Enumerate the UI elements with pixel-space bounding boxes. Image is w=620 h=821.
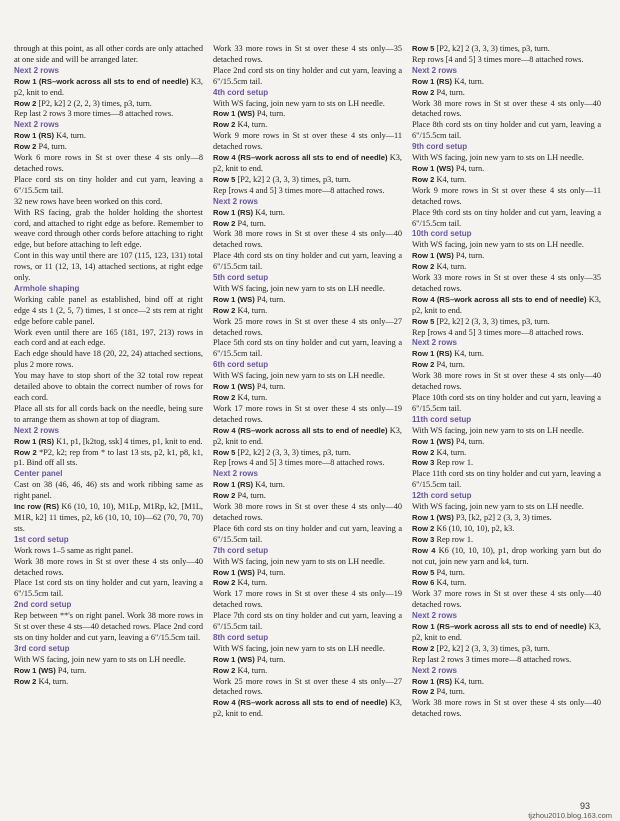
instruction-text: Work 17 more rows in St st over these 4 sts only—19 detached rows.: [213, 589, 402, 610]
instruction-text: Rep [rows 4 and 5] 3 times more—8 attached rows.: [412, 327, 584, 337]
section-heading: 7th cord setup: [213, 545, 269, 555]
instruction-text: Work 9 more rows in St st over these 4 sts only—11 detached rows.: [412, 185, 601, 206]
instruction-text: Work rows 1–5 same as right panel.: [14, 545, 133, 555]
instruction-text: Place cord sts on tiny holder and cut yarn, leaving a 6"/15.5cm tail.: [14, 174, 203, 195]
row-label: Row 1 (WS): [412, 512, 454, 522]
instruction-text: Rep [rows 4 and 5] 3 times more—8 attached rows.: [213, 458, 385, 468]
row-instruction: K4, turn.: [434, 262, 467, 272]
pattern-row: [213, 480, 402, 491]
row-instruction: K3, p2, knit to end.: [14, 76, 203, 97]
row-instruction: K1, p1, [k2tog, ssk] 4 times, p1, knit to end.: [54, 436, 203, 446]
instruction-text: Place all sts for all cords back on the needle, being sure to arrange them as shown at top of diagram.: [14, 403, 203, 424]
row-instruction: P4, turn.: [434, 567, 465, 577]
row-instruction: K4, turn.: [434, 174, 467, 184]
instruction-text: Place 11th cord sts on tiny holder and cut yarn, leaving a 6"/15.5cm tail.: [412, 469, 601, 490]
section-heading: Next 2 rows: [412, 611, 457, 621]
pattern-row: [412, 164, 601, 175]
row-instruction: P4, turn.: [453, 163, 485, 173]
pattern-row: [412, 622, 601, 644]
row-label: Row 2: [213, 393, 236, 402]
row-label: Row 1 (RS): [412, 676, 453, 686]
row-label: Row 2: [412, 87, 435, 97]
pattern-row: [412, 295, 601, 317]
instruction-text: Work 17 more rows in St st over these 4 sts only—19 detached rows.: [213, 403, 402, 424]
row-label: Inc row (RS): [14, 502, 59, 512]
row-instruction: P4, turn.: [434, 687, 465, 697]
instruction-text: Work 33 more rows in St st over these 4 sts only—35 detached rows.: [412, 273, 601, 293]
pattern-row: [14, 502, 203, 535]
section-heading: Next 2 rows: [412, 338, 457, 348]
instruction-text: Rep last 2 rows 3 times more—8 attached rows.: [412, 654, 572, 664]
row-instruction: K4, turn.: [235, 305, 268, 315]
row-instruction: K4, turn.: [235, 665, 268, 675]
pattern-row: [412, 175, 601, 186]
section-heading: 3rd cord setup: [14, 643, 70, 653]
row-instruction: K4, turn.: [235, 393, 268, 402]
row-instruction: K3, p2, knit to end.: [213, 425, 402, 446]
row-instruction: Rep row 1.: [434, 534, 474, 544]
row-instruction: K4, turn.: [434, 447, 467, 457]
pattern-row: [412, 317, 601, 328]
instruction-text: Work 38 more rows in St st over these 4 sts only—40 detached rows.: [412, 371, 601, 392]
pattern-row: [213, 426, 402, 448]
row-instruction: K4, turn.: [452, 676, 484, 686]
section-heading: 6th cord setup: [213, 360, 269, 370]
pattern-row: [213, 448, 402, 459]
row-instruction: K3, p2, knit to end.: [213, 698, 402, 719]
pattern-row: [213, 655, 402, 666]
pattern-row: [412, 535, 601, 546]
instruction-text: Cast on 38 (46, 46, 46) sts and work ribbing same as right panel.: [14, 480, 203, 501]
section-heading: Next 2 rows: [14, 425, 59, 435]
pattern-row: [14, 666, 203, 677]
instruction-text: Work 38 more rows in St st over these 4 sts only—40 detached rows.: [412, 698, 601, 719]
pattern-row: [213, 568, 402, 579]
row-label: Row 2: [14, 676, 37, 686]
row-label: Row 2: [213, 120, 236, 130]
row-instruction: P4, turn.: [434, 360, 465, 370]
row-label: Row 1 (RS): [412, 349, 453, 359]
pattern-row: [14, 99, 203, 110]
row-instruction: P4, turn.: [254, 654, 286, 664]
row-label: Row 1 (RS): [14, 436, 55, 446]
pattern-row: [213, 491, 402, 502]
instruction-text: With WS facing, join new yarn to sts on LH needle.: [412, 153, 584, 163]
watermark: tjzhou2010.blog.163.com: [528, 811, 612, 820]
section-heading: 10th cord setup: [412, 229, 472, 239]
section-heading: 9th cord setup: [412, 142, 468, 152]
row-label: Row 2: [412, 687, 435, 697]
row-instruction: K3, p2, knit to end.: [412, 294, 601, 315]
row-instruction: K4, turn.: [253, 207, 285, 217]
row-label: Row 2: [14, 447, 37, 457]
row-label: Row 2: [412, 174, 435, 184]
instruction-text: Each edge should have 18 (20, 22, 24) attached sections, plus 2 more rows.: [14, 349, 203, 370]
section-heading: 8th cord setup: [213, 632, 269, 642]
row-label: Row 1 (RS): [14, 131, 55, 141]
pattern-row: [412, 360, 601, 371]
row-instruction: P4, turn.: [55, 665, 87, 675]
instruction-text: With WS facing, join new yarn to sts on LH needle.: [213, 643, 385, 653]
column-1: [14, 44, 203, 784]
row-instruction: K4, turn.: [54, 131, 86, 141]
row-label: Row 1 (RS): [412, 76, 453, 86]
section-heading: Next 2 rows: [213, 196, 258, 206]
pattern-row: [213, 393, 402, 404]
row-instruction: P4, turn.: [434, 87, 465, 97]
instruction-text: Place 4th cord sts on tiny holder and cut yarn, leaving a 6"/15.5cm tail.: [213, 251, 402, 272]
instruction-text: Work 25 more rows in St st over these 4 sts only—27 detached rows.: [213, 316, 402, 337]
pattern-row: [213, 382, 402, 393]
row-label: Row 2: [213, 218, 236, 228]
row-instruction: P4, turn.: [254, 567, 286, 577]
row-label: Row 1 (WS): [213, 654, 255, 664]
instruction-text: With WS facing, join new yarn to sts on LH needle.: [213, 283, 385, 293]
row-instruction: P4, turn.: [235, 491, 266, 501]
instruction-text: With WS facing, join new yarn to sts on LH needle.: [213, 556, 385, 566]
pattern-row: [14, 437, 203, 448]
row-instruction: K3, p2, knit to end.: [412, 622, 601, 642]
row-instruction: K4, turn.: [36, 676, 69, 686]
row-instruction: [P2, k2] 2 (3, 3, 3) times, p3, turn.: [235, 174, 351, 184]
row-instruction: K4, turn.: [452, 349, 484, 359]
row-label: Row 2: [213, 578, 236, 588]
instruction-text: Work 38 more rows in St st over these 4 sts only—40 detached rows.: [213, 502, 402, 522]
instruction-text: With WS facing, join new yarn to sts on LH needle.: [412, 425, 584, 435]
instruction-text: Place 9th cord sts on tiny holder and cut yarn, leaving a 6"/15.5cm tail.: [412, 207, 601, 228]
row-label: Row 1 (WS): [213, 382, 255, 392]
row-label: Row 4: [412, 545, 436, 555]
instruction-text: Rep between **'s on right panel. Work 38 more rows in St st over these 4 sts—40 detached rows. Place 2nd cord sts on tiny holder and cut yarn, leaving a 6"/15.5cm tail.: [14, 611, 203, 642]
pattern-row: [213, 208, 402, 219]
pattern-page: [14, 44, 610, 784]
instruction-text: With RS facing, grab the holder holding the shortest cord, and attached to right edge as before. Remember to weave cord through other cords before attaching to right edge, but before attaching to left edge.: [14, 207, 203, 250]
pattern-row: [412, 458, 601, 469]
row-label: Row 2: [412, 643, 435, 653]
row-label: Row 1 (WS): [412, 163, 454, 173]
instruction-text: Rep rows [4 and 5] 3 times more—8 attached rows.: [412, 54, 584, 64]
pattern-row: [412, 88, 601, 99]
pattern-row: [213, 306, 402, 317]
row-instruction: [P2, k2] 2 (3, 3, 3) times, p3, turn.: [434, 44, 550, 53]
pattern-row: [412, 687, 601, 698]
pattern-row: [14, 448, 203, 470]
pattern-row: [412, 644, 601, 655]
instruction-text: You may have to stop short of the 32 total row repeat detailed above to obtain the correct number of rows for each cord.: [14, 371, 203, 402]
instruction-text: Work 38 more rows in St st over these 4 sts only—40 detached rows.: [213, 229, 402, 250]
instruction-text: Work 37 more rows in St st over these 4 sts only—40 detached rows.: [412, 589, 601, 610]
instruction-text: Work 9 more rows in St st over these 4 sts only—11 detached rows.: [213, 131, 402, 152]
row-instruction: *P2, k2; rep from * to last 13 sts, p2, k1, p8, k1, p1. Bind off all sts.: [14, 447, 203, 468]
pattern-row: [14, 677, 203, 688]
section-heading: 12th cord setup: [412, 491, 472, 501]
instruction-text: Work 38 more rows in St st over these 4 sts only—40 detached rows.: [412, 98, 601, 119]
row-label: Row 2: [213, 665, 236, 675]
instruction-text: Work even until there are 165 (181, 197, 213) rows in each cord and at each edge.: [14, 327, 203, 348]
row-instruction: K6 (10, 10, 10), M1Lp, M1Rp, k2, [M1L, M1R, k2] 11 times, p2, k6 (10, 10, 10)—62 (70, 70, 70) sts.: [14, 502, 203, 533]
instruction-text: With WS facing, join new yarn to sts on LH needle.: [412, 240, 584, 250]
pattern-row: [213, 578, 402, 589]
row-label: Row 1 (RS–work across all sts to end of needle): [412, 622, 587, 632]
instruction-text: Place 5th cord sts on tiny holder and cut yarn, leaving a 6"/15.5cm tail.: [213, 338, 402, 359]
row-instruction: K6 (10, 10, 10), p1, drop working yarn but do not cut, join new yarn and k4, turn.: [412, 545, 601, 566]
row-label: Row 4 (RS–work across all sts to end of needle): [213, 425, 388, 435]
row-instruction: K4, turn.: [235, 120, 268, 130]
pattern-row: [213, 295, 402, 306]
row-label: Row 2: [412, 360, 435, 370]
pattern-row: [412, 677, 601, 688]
pattern-row: [213, 219, 402, 230]
row-label: Row 5: [412, 316, 435, 326]
row-label: Row 4 (RS–work across all sts to end of needle): [213, 153, 388, 163]
instruction-text: Place 2nd cord sts on tiny holder and cut yarn, leaving a 6"/15.5cm tail.: [213, 65, 402, 86]
section-heading: Center panel: [14, 469, 63, 479]
pattern-row: [213, 175, 402, 186]
row-label: Row 5: [412, 567, 435, 577]
column-3: [412, 44, 601, 784]
row-instruction: P4, turn.: [235, 218, 266, 228]
instruction-text: Place 10th cord sts on tiny holder and cut yarn, leaving a 6"/15.5cm tail.: [412, 393, 601, 413]
instruction-text: Work 6 more rows in St st over these 4 sts only—8 detached rows.: [14, 153, 203, 173]
page-number: 93: [579, 801, 590, 811]
row-label: Row 1 (RS): [213, 480, 254, 490]
row-instruction: P4, turn.: [254, 109, 286, 119]
pattern-row: [412, 251, 601, 262]
row-label: Row 2: [412, 523, 435, 533]
pattern-row: [14, 77, 203, 99]
instruction-text: With WS facing, join new yarn to sts on LH needle.: [213, 98, 385, 108]
instruction-text: Work 25 more rows in St st over these 4 sts only—27 detached rows.: [213, 676, 402, 697]
pattern-row: [213, 120, 402, 131]
section-heading: 4th cord setup: [213, 87, 269, 97]
row-label: Row 1 (WS): [412, 251, 454, 261]
row-label: Row 1 (RS): [213, 207, 254, 217]
pattern-row: [412, 578, 601, 589]
section-heading: 2nd cord setup: [14, 600, 72, 610]
instruction-text: Place 1st cord sts on tiny holder and cut yarn, leaving a 6"/15.5cm tail.: [14, 578, 203, 599]
row-instruction: K4, turn.: [434, 578, 467, 588]
pattern-row: [412, 524, 601, 535]
pattern-row: [412, 437, 601, 448]
instruction-text: Working cable panel as established, bind off at right edge 4 sts 1 (2, 5, 7) times, 1 st once—2 sts rem at right edge before cable panel.: [14, 294, 203, 326]
row-label: Row 1 (WS): [14, 665, 56, 675]
pattern-row: [213, 698, 402, 720]
row-instruction: K3, p2, knit to end.: [213, 153, 402, 173]
instruction-text: Cont in this way until there are 107 (115, 123, 131) total rows, or 11 (12, 13, 14) attached sections, at right edge only.: [14, 251, 203, 283]
row-instruction: [P2, k2] 2 (2, 2, 3) times, p3, turn.: [36, 98, 152, 108]
pattern-row: [213, 109, 402, 120]
row-instruction: K6 (10, 10, 10), p2, k3.: [434, 523, 515, 533]
row-label: Row 4 (RS–work across all sts to end of needle): [412, 294, 587, 304]
pattern-row: [412, 44, 601, 55]
row-label: Row 6: [412, 578, 435, 588]
row-label: Row 5: [213, 447, 236, 457]
row-label: Row 1 (WS): [213, 109, 255, 119]
pattern-row: [412, 77, 601, 88]
instruction-text: Work 38 more rows in St st over these 4 sts only—40 detached rows.: [14, 556, 203, 577]
row-instruction: K4, turn.: [235, 578, 268, 588]
section-heading: Armhole shaping: [14, 283, 80, 293]
pattern-row: [14, 131, 203, 142]
row-instruction: K4, turn.: [253, 480, 285, 490]
pattern-row: [412, 568, 601, 579]
instruction-text: With WS facing, join new yarn to sts on LH needle.: [213, 371, 385, 381]
row-label: Row 2: [14, 142, 37, 152]
instruction-text: Work 33 more rows in St st over these 4 sts only—35 detached rows.: [213, 44, 402, 64]
instruction-text: Place 8th cord sts on tiny holder and cut yarn, leaving a 6"/15.5cm tail.: [412, 120, 601, 141]
pattern-row: [412, 546, 601, 568]
row-instruction: P4, turn.: [254, 382, 286, 392]
row-instruction: [P2, k2] 2 (3, 3, 3) times, p3, turn.: [235, 447, 351, 457]
section-heading: Next 2 rows: [412, 65, 457, 75]
row-instruction: P3, [k2, p2] 2 (3, 3, 3) times.: [453, 512, 552, 522]
row-instruction: [P2, k2] 2 (3, 3, 3) times, p3, turn.: [434, 643, 550, 653]
pattern-row: [412, 513, 601, 524]
row-label: Row 2: [213, 305, 236, 315]
pattern-row: [14, 142, 203, 153]
row-instruction: K4, turn.: [452, 76, 484, 86]
row-instruction: P4, turn.: [453, 251, 485, 261]
row-label: Row 5: [213, 174, 236, 184]
row-instruction: Rep row 1.: [434, 458, 474, 468]
instruction-text: Place 6th cord sts on tiny holder and cut yarn, leaving a 6"/15.5cm tail.: [213, 523, 402, 544]
row-label: Row 2: [412, 447, 435, 457]
instruction-text: Rep last 2 rows 3 more times—8 attached rows.: [14, 109, 174, 119]
pattern-row: [412, 349, 601, 360]
row-label: Row 2: [14, 98, 37, 108]
row-instruction: P4, turn.: [254, 294, 286, 304]
pattern-row: [412, 262, 601, 273]
row-label: Row 1 (WS): [412, 436, 454, 446]
row-label: Row 2: [412, 262, 435, 272]
row-instruction: P4, turn.: [36, 142, 67, 152]
section-heading: Next 2 rows: [412, 665, 457, 675]
section-heading: Next 2 rows: [14, 120, 59, 130]
instruction-text: Place 7th cord sts on tiny holder and cut yarn, leaving a 6"/15.5cm tail.: [213, 611, 402, 632]
row-label: Row 1 (WS): [213, 567, 255, 577]
instruction-text: Rep [rows 4 and 5] 3 times more—8 attached rows.: [213, 185, 385, 195]
section-heading: 5th cord setup: [213, 273, 269, 283]
row-label: Row 4 (RS–work across all sts to end of needle): [213, 698, 388, 708]
section-heading: Next 2 rows: [14, 65, 59, 75]
row-label: Row 1 (WS): [213, 294, 255, 304]
row-label: Row 5: [412, 44, 435, 53]
row-label: Row 2: [213, 491, 236, 501]
row-label: Row 3: [412, 534, 435, 544]
instruction-text: With WS facing, join new yarn to sts on LH needle.: [412, 502, 584, 512]
row-instruction: P4, turn.: [453, 436, 485, 446]
row-label: Row 3: [412, 458, 435, 468]
section-heading: 1st cord setup: [14, 534, 69, 544]
instruction-text: With WS facing, join new yarn to sts on LH needle.: [14, 654, 186, 664]
row-label: Row 1 (RS–work across all sts to end of needle): [14, 76, 189, 86]
pattern-row: [213, 153, 402, 175]
row-instruction: [P2, k2] 2 (3, 3, 3) times, p3, turn.: [434, 316, 550, 326]
pattern-row: [412, 448, 601, 459]
pattern-row: [213, 666, 402, 677]
section-heading: Next 2 rows: [213, 469, 258, 479]
column-2: [213, 44, 402, 784]
section-heading: 11th cord setup: [412, 414, 472, 424]
instruction-text: 32 new rows have been worked on this cord.: [14, 196, 163, 206]
instruction-text: through at this point, as all other cords are only attached at one side and will be arranged later.: [14, 44, 203, 64]
